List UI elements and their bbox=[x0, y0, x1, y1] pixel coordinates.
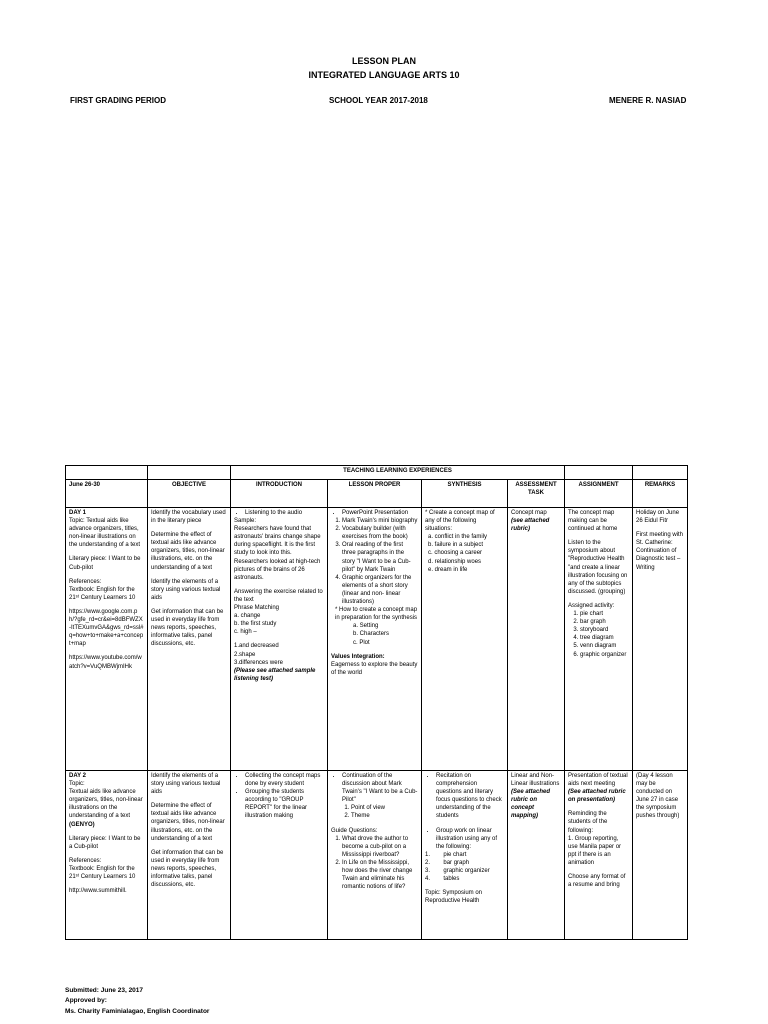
answer-item: 1.and decreased bbox=[234, 643, 279, 650]
objective-item: Determine the effect of textual aids like advance organizers, titles, non-linear illustrations, etc. on the understanding of a text bbox=[151, 803, 225, 842]
matching-item: c. high – bbox=[234, 629, 257, 636]
assignment-note: (See attached rubric on presentation) bbox=[568, 789, 626, 804]
element-item: b. Characters bbox=[353, 631, 390, 638]
assessment-text: Linear and Non-Linear illustrations bbox=[511, 773, 560, 788]
objective-item: Get information that can be used in everyday life from news reports, speeches, informative talks, panel discussions, etc. bbox=[151, 608, 224, 648]
day-label: DAY 1 bbox=[69, 510, 87, 516]
assignment-text: The concept map making can be continued at home bbox=[568, 510, 618, 533]
table-row-day2 bbox=[66, 771, 688, 940]
genyo-label: (GENYO) bbox=[69, 821, 95, 828]
references-label: References: bbox=[69, 857, 102, 864]
reference-link[interactable]: https://www.youtube.com/watch?v=VuQMBWjmIHk bbox=[69, 655, 142, 670]
bullet-item: • Continuation of the discussion about Mark Twain's "I Want to be a Cub-Pilot" bbox=[342, 772, 418, 804]
synthesis-item: d. relationship woes bbox=[428, 558, 482, 565]
list-number: 1. bbox=[425, 851, 431, 858]
illustration-type: graphic organizer bbox=[443, 868, 490, 875]
lesson-step: 2. Vocabulary builder (with exercises from the book) bbox=[342, 525, 418, 541]
table-row-day1 bbox=[66, 508, 688, 771]
lesson-step: 1. Mark Twain's mini biography bbox=[342, 517, 418, 525]
bullet-item: • PowerPoint Presentation bbox=[342, 509, 418, 517]
illustration-type: pie chart bbox=[443, 851, 467, 858]
day2-lesson-cell bbox=[328, 771, 422, 940]
school-year: SCHOOL YEAR 2017-2018 bbox=[329, 96, 428, 105]
assessment-note: (See attached rubric on concept mapping) bbox=[511, 789, 551, 820]
answer-item: 2.shape bbox=[234, 651, 256, 658]
lesson-plan-title: LESSON PLAN bbox=[351, 56, 416, 66]
activity-item: 2. bar graph bbox=[580, 618, 629, 626]
assignment-text: Listen to the symposium about "Reproductive Health "and create a linear illustration focusing on any of the subtopics discussed. (grouping) bbox=[568, 540, 628, 595]
column-header-assessment: ASSESSMENT TASK bbox=[508, 480, 565, 508]
day2-introduction-cell bbox=[231, 771, 328, 940]
objective-item: Get information that can be used in everyday life from news reports, speeches, informative talks, panel discussions, etc. bbox=[151, 849, 224, 889]
activity-item: 6. graphic organizer bbox=[580, 651, 629, 659]
attachment-note: (Please see attached sample listening test) bbox=[234, 667, 316, 682]
activity-item: 3. storyboard bbox=[580, 626, 629, 634]
assignment-text: Choose any format of a resume and bring bbox=[568, 874, 626, 889]
approver-name: Ms. Charity Faminialagao, English Coordinator bbox=[65, 1008, 210, 1015]
answer-item: 3.differences were bbox=[234, 659, 283, 666]
column-header-introduction: INTRODUCTION bbox=[231, 480, 328, 508]
objective-item: Identify the elements of a story using various textual aids bbox=[151, 578, 221, 601]
objective-item: Identify the vocabulary used in the literary piece bbox=[151, 510, 226, 525]
day1-assessment-cell bbox=[508, 508, 565, 771]
day1-lesson-cell: • PowerPoint Presentation 1. Mark Twain's mini biography 2. Vocabulary builder (with exercises from the book) 3. Oral reading of the first three paragraphs in the story "I Want to be a Cub-pilot" by Mark Twain 4. Graphic organizers for the elements of a short story (linear and non- linear illustrations) * How to create a concept map in preparation for the synthesis a. Setting b. Characters c. Plot Values Integration: Eagerness to explore the beauty of the world bbox=[328, 508, 422, 771]
exercise-text: Answering the exercise related to the text bbox=[234, 588, 323, 603]
group-header: TEACHING LEARNING EXPERIENCES bbox=[231, 466, 565, 480]
empty-header-cell bbox=[148, 466, 231, 480]
assignment-text: Presentation of textual aids next meeting bbox=[568, 773, 628, 788]
column-header-date: June 26-30 bbox=[66, 480, 148, 508]
synthesis-item: e. dream in life bbox=[428, 566, 468, 573]
remarks-text: Holiday on June 26 Eidul Fitr bbox=[636, 510, 680, 525]
objective-item: Determine the effect of textual aids like advance organizers, titles, non-linear illustrations, etc. on the understanding of a text bbox=[151, 532, 225, 571]
literary-piece: Literary piece: I Want to be Cub-pilot bbox=[69, 556, 141, 571]
synthesis-item: b. failure in a subject bbox=[428, 542, 484, 549]
synthesis-item: c. choosing a career bbox=[428, 550, 483, 557]
day2-assignment-cell bbox=[565, 771, 633, 940]
day1-remarks-cell bbox=[633, 508, 688, 771]
guide-question: 2. In Life on the Mississippi, how does the river change Twain and eliminate his romantic notions of life? bbox=[342, 859, 418, 891]
topic-text: Topic: Textual aids like advance organizers, titles, non-linear illustrations on the understanding of a text bbox=[69, 518, 141, 549]
day2-objective-cell bbox=[148, 771, 231, 940]
day-label: DAY 2 bbox=[69, 773, 87, 779]
lesson-point: 1. Point of view bbox=[351, 804, 418, 812]
lesson-point: 2. Theme bbox=[351, 812, 418, 820]
day1-topic-cell bbox=[66, 508, 148, 771]
lesson-plan-table bbox=[65, 465, 688, 940]
objective-item: Identify the elements of a story using various textual aids bbox=[151, 773, 221, 796]
bullet-item: • Listening to the audio bbox=[245, 509, 324, 517]
matching-item: b. the first study bbox=[234, 621, 277, 628]
assessment-text: Concept map bbox=[511, 510, 547, 516]
matching-label: Phrase Matching bbox=[234, 605, 280, 612]
empty-header-cell bbox=[66, 466, 148, 480]
day2-synthesis-cell bbox=[422, 771, 508, 940]
day2-remarks-cell bbox=[633, 771, 688, 940]
column-header-remarks: REMARKS bbox=[633, 480, 688, 508]
synthesis-item: a. conflict in the family bbox=[428, 534, 488, 541]
reference-link[interactable]: http://www.summithill. bbox=[69, 888, 127, 895]
empty-header-cell bbox=[565, 466, 633, 480]
lesson-step: 4. Graphic organizers for the elements of a short story (linear and non- linear illustrations) bbox=[342, 574, 418, 606]
bullet-item: • Collecting the concept maps done by every student bbox=[245, 772, 324, 788]
lesson-step: 3. Oral reading of the first three paragraphs in the story "I Want to be a Cub-pilot" by Mark Twain bbox=[342, 541, 418, 573]
howto-text: How to create a concept map in preparation for the synthesis bbox=[335, 607, 418, 622]
element-item: a. Setting bbox=[353, 623, 379, 630]
references-label: References: bbox=[69, 578, 102, 585]
synthesis-topic: Topic: Symposium on Reproductive Health bbox=[425, 890, 483, 905]
day2-topic-cell bbox=[66, 771, 148, 940]
remarks-text: First meeting with St. Catherine: Continuation of Diagnostic test – Writing bbox=[636, 532, 684, 571]
empty-header-cell bbox=[633, 466, 688, 480]
column-header-lesson-proper: LESSON PROPER bbox=[328, 480, 422, 508]
synthesis-intro: * Create a concept map of any of the following situations: bbox=[425, 510, 495, 533]
day2-assessment-cell bbox=[508, 771, 565, 940]
literary-piece: Literary piece: I Want to be a Cub-pilot bbox=[69, 835, 141, 850]
values-label: Values Integration: bbox=[331, 653, 385, 660]
approved-by-label: Approved by: bbox=[65, 997, 107, 1004]
list-number: 4. bbox=[425, 876, 431, 883]
bullet-item: • Group work on linear illustration using any of the following: bbox=[436, 827, 504, 851]
course-title: INTEGRATED LANGUAGE ARTS 10 bbox=[308, 70, 460, 80]
guide-questions-label: Guide Questions: bbox=[331, 827, 378, 834]
element-item: c. Plot bbox=[353, 639, 370, 646]
day1-introduction-cell bbox=[231, 508, 328, 771]
day1-synthesis-cell bbox=[422, 508, 508, 771]
guide-question: 1. What drove the author to become a cub-pilot on a Mississippi riverboat? bbox=[342, 835, 418, 859]
bullet-item: • Grouping the students according to "GROUP REPORT" for the linear illustration making bbox=[245, 788, 324, 820]
activity-item: 1. pie chart bbox=[580, 610, 629, 618]
values-text: Eagerness to explore the beauty of the world bbox=[331, 661, 418, 676]
submitted-date: Submitted: June 23, 2017 bbox=[65, 987, 144, 994]
assessment-note: (see attached rubric) bbox=[511, 518, 550, 533]
activity-item: 4. tree diagram bbox=[580, 634, 629, 642]
day1-objective-cell bbox=[148, 508, 231, 771]
topic-text: Textual aids like advance organizers, titles, non-linear illustrations on the understanding of a text bbox=[69, 789, 143, 820]
teacher-name: MENERE R. NASIAD bbox=[609, 96, 687, 105]
assignment-text: Reminding the students of the following: bbox=[568, 811, 608, 834]
day1-assignment-cell bbox=[565, 508, 633, 771]
grading-period: FIRST GRADING PERIOD bbox=[70, 96, 167, 105]
bullet-item: • Recitation on comprehension questions and literary focus questions to check understanding of the students bbox=[436, 772, 504, 821]
list-number: 3. bbox=[425, 868, 431, 875]
assignment-text: 1. Group reporting, use Manila paper or ppt if there is an animation bbox=[568, 835, 622, 866]
list-number: 2. bbox=[425, 859, 431, 866]
references-text: Textbook: English for the 21ˢᵗ Century Learners 10 bbox=[69, 586, 136, 601]
topic-label: Topic: bbox=[69, 781, 85, 788]
illustration-type: bar graph bbox=[443, 859, 470, 866]
column-header-synthesis: SYNTHESIS bbox=[422, 480, 508, 508]
activity-item: 5. venn diagram bbox=[580, 642, 629, 650]
matching-item: a. change bbox=[234, 613, 261, 620]
column-header-objective: OBJECTIVE bbox=[148, 480, 231, 508]
reference-link[interactable]: https://www.google.com.ph/?gfe_rd=cr&ei=8dBFWZX-ItTEXumvGA&gws_rd=ssl#q=how+to+make+a+concept+map bbox=[69, 608, 144, 648]
remarks-text: (Day 4 lesson may be conducted on June 27 in case the symposium pushes through) bbox=[636, 773, 680, 820]
column-header-assignment: ASSIGNMENT bbox=[565, 480, 633, 508]
assigned-activity-label: Assigned activity: bbox=[568, 602, 615, 609]
references-text: Textbook: English for the 21ˢᵗ Century Learners 10 bbox=[69, 865, 136, 881]
illustration-type: tables bbox=[443, 876, 460, 883]
sample-passage: Researchers have found that astronauts' brains change shape during spaceflight. It is the first study to look into this. Researchers looked at high-tech pictures of the brains of 26 astronauts. bbox=[234, 526, 321, 581]
sample-label: Sample: bbox=[234, 518, 257, 525]
